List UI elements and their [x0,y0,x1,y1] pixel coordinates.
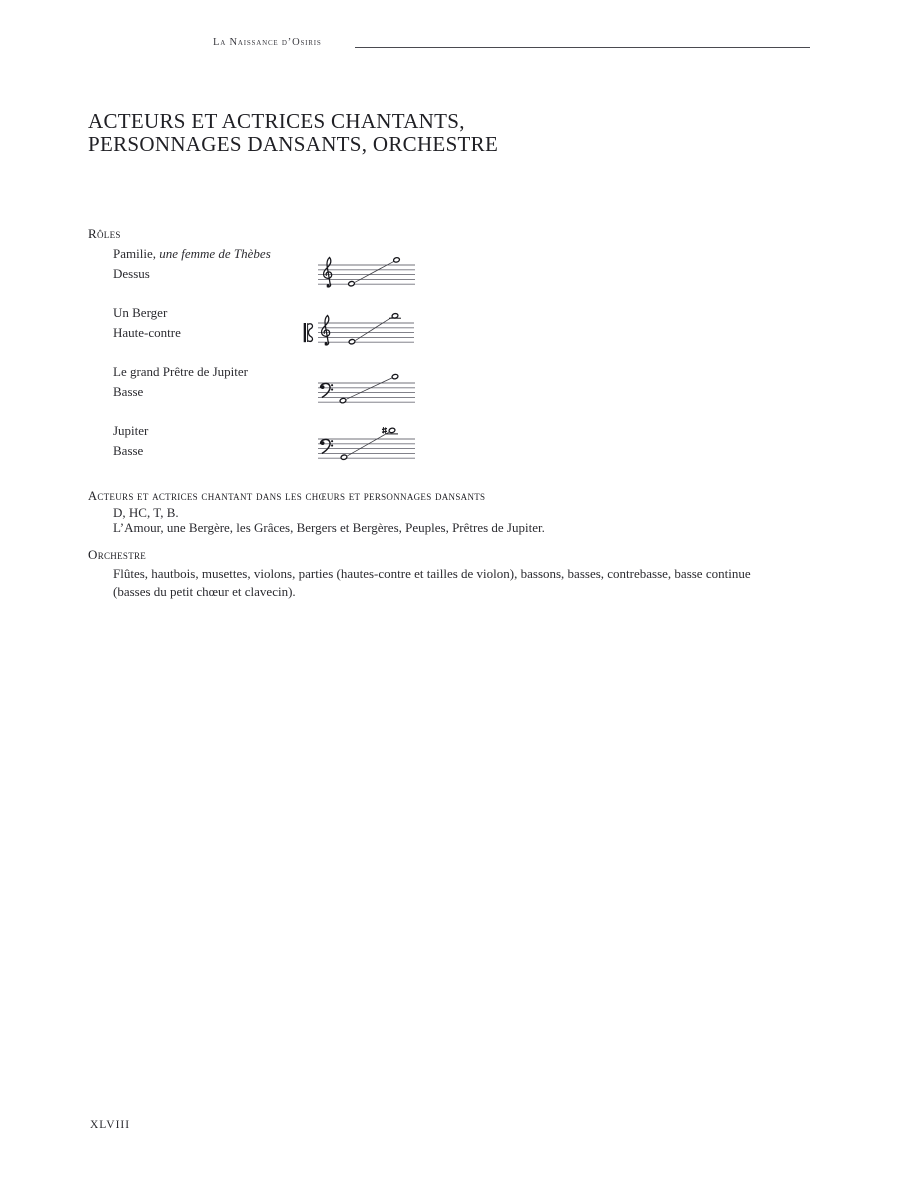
header-rule [355,47,810,48]
page-title-line-2: PERSONNAGES DANSANTS, ORCHESTRE [88,132,499,156]
role-name-grand-pretre [113,364,248,380]
orchestra-instruments [113,565,751,601]
roles-heading: Rôles [88,226,121,241]
range-line [356,317,392,340]
role-name-text: Pamilie, [113,246,156,261]
high-range-note [392,374,399,380]
role-voice-basse-1: Basse [113,384,144,399]
treble-clef-icon [324,257,332,287]
page-title-line-1: ACTEURS ET ACTRICES CHANTANTS, [88,109,465,133]
vocal-range-staff-basse-1 [318,371,418,417]
orchestra-line-2: (basses du petit chœur et clavecin). [113,584,296,599]
low-range-note [349,339,356,345]
role-name-pamilie [113,246,271,262]
vocal-range-staff-haute-contre [303,311,417,357]
chorus-performers: L’Amour, une Bergère, les Grâces, Bergers et Bergères, Peuples, Prêtres de Jupiter. [113,520,545,535]
role-name-text: Jupiter [113,423,149,438]
sharp-icon [382,427,387,434]
c-clef-icon [304,323,313,342]
chorus-heading: Acteurs et actrices chantant dans les chœurs et personnages dansants [88,489,486,503]
role-name-text: Un Berger [113,305,168,320]
vocal-range-staff-dessus [318,253,418,299]
bass-clef-icon [321,383,334,397]
bass-clef-icon [321,439,334,453]
low-range-note [340,398,347,404]
high-range-note [389,428,396,434]
role-voice-haute-contre: Haute-contre [113,325,181,340]
role-description: une femme de Thèbes [159,246,271,261]
orchestra-line-1: Flûtes, hautbois, musettes, violons, parties (hautes-contre et tailles de violon), bassons, basses, contrebasse, basse continue [113,566,751,581]
chorus-voices: D, HC, T, B. [113,505,179,520]
role-voice-basse-2: Basse [113,443,144,458]
role-name-text: Le grand Prêtre de Jupiter [113,364,249,379]
orchestra-heading: Orchestre [88,547,147,562]
vocal-range-staff-basse-2 [318,427,418,473]
role-voice-dessus: Dessus [113,266,150,281]
role-name-jupiter [113,423,148,439]
page-number: XLVIII [90,1119,131,1131]
running-header: La Naissance d’Osiris [213,37,322,48]
range-line [347,378,393,399]
treble-clef-icon [322,315,330,345]
role-name-un-berger [113,305,167,321]
page-title [88,110,498,156]
high-range-note [392,313,399,319]
low-range-note [348,281,355,287]
high-range-note [393,257,400,263]
low-range-note [341,454,348,460]
